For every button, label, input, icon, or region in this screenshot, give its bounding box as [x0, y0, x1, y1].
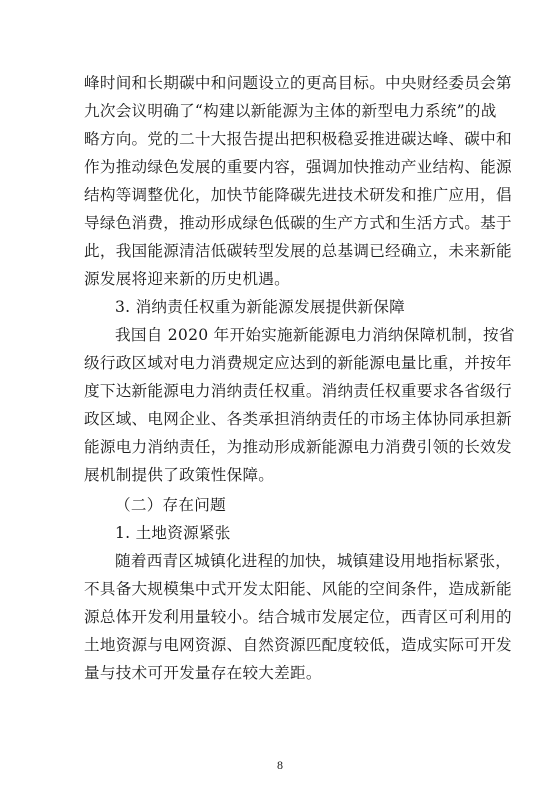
- paragraph-line: 度下达新能源电力消纳责任权重。消纳责任权重要求各省级行: [84, 382, 512, 400]
- section-heading: （二）存在问题: [115, 496, 226, 514]
- paragraph-line: 此，我国能源清洁低碳转型发展的总基调已经确立，未来新能: [84, 242, 512, 260]
- paragraph-line: 展机制提供了政策性保障。: [84, 466, 275, 484]
- paragraph-line: 源总体开发利用量较小。结合城市发展定位，西青区可利用的: [84, 608, 512, 626]
- paragraph-line: 源发展将迎来新的历史机遇。: [84, 270, 290, 288]
- paragraph-line: 量与技术可开发量存在较大差距。: [84, 664, 322, 682]
- paragraph-line: 级行政区域对电力消费规定应达到的新能源电量比重，并按年: [84, 354, 512, 372]
- paragraph-line: 略方向。党的二十大报告提出把积极稳妥推进碳达峰、碳中和: [84, 130, 512, 148]
- page-number: 8: [277, 758, 283, 772]
- paragraph-line: 不具备大规模集中式开发太阳能、风能的空间条件，造成新能: [84, 580, 512, 598]
- paragraph-line: 能源电力消纳责任，为推动形成新能源电力消费引领的长效发: [84, 438, 512, 456]
- paragraph-line: 导绿色消费，推动形成绿色低碳的生产方式和生活方式。基于: [84, 214, 512, 232]
- paragraph-line: 结构等调整优化，加快节能降碳先进技术研发和推广应用，倡: [84, 186, 512, 204]
- paragraph-line: 随着西青区城镇化进程的加快，城镇建设用地指标紧张，: [115, 552, 512, 570]
- paragraph-line: 土地资源与电网资源、自然资源匹配度较低，造成实际可开发: [84, 636, 512, 654]
- paragraph-line: 九次会议明确了“构建以新能源为主体的新型电力系统”的战: [84, 102, 497, 120]
- paragraph-line: 政区域、电网企业、各类承担消纳责任的市场主体协同承担新: [84, 410, 512, 428]
- paragraph-line: 作为推动绿色发展的重要内容，强调加快推动产业结构、能源: [84, 158, 512, 176]
- subheading-1: 1. 土地资源紧张: [115, 524, 231, 542]
- paragraph-line: 峰时间和长期碳中和问题设立的更高目标。中央财经委员会第: [84, 74, 512, 92]
- subheading-3: 3. 消纳责任权重为新能源发展提供新保障: [115, 298, 405, 316]
- paragraph-line: 我国自 2020 年开始实施新能源电力消纳保障机制，按省: [115, 326, 515, 344]
